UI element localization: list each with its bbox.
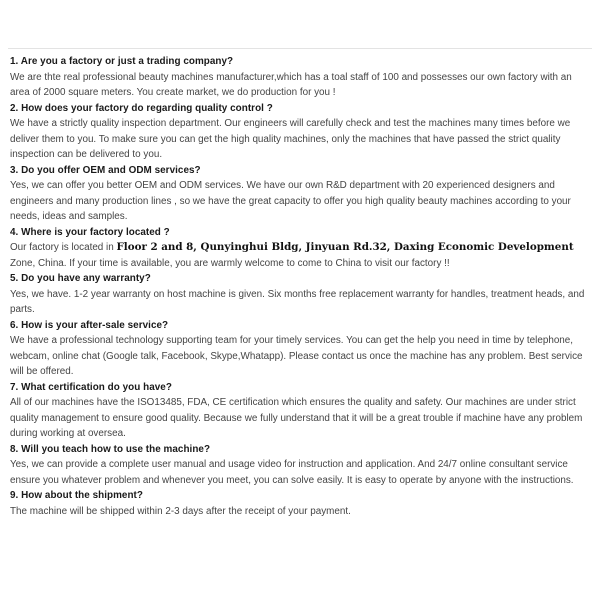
faq-answer-9: [10, 504, 592, 520]
factory-address: Floor 2 and 8, Qunyinghui Bldg, Jinyuan Rd.32, Daxing Economic Development: [116, 241, 574, 253]
faq-answer-7-text: All of our machines have the ISO13485, FDA, CE certification which ensures the quality and safety. Our machines are under strict quality management to ensure good quality. Because we fully understand that it will be a great trouble if machine have any problem during working at oversea.: [10, 397, 583, 439]
faq-answer-8: [10, 457, 592, 488]
answer-4-suffix: Zone, China. If your time is available, you are warmly welcome to come to China to visit our factory !!: [10, 257, 450, 269]
faq-answer-3-text: Yes, we can offer you better OEM and ODM services. We have our own R&D department with 20 experienced designers and engineers and many production lines , so we have the great capacity to offer you high quality beauty machines according to your needs, ideas and samples.: [10, 180, 571, 222]
faq-answer-6: [10, 333, 592, 380]
faq-answer-8-text: Yes, we can provide a complete user manual and usage video for instruction and application. And 24/7 online consultant service ensure you whatever problem and whenever you meet, you can solve easily. It is easy to operate by anyone with the instructions.: [10, 459, 574, 486]
faq-answer-5-text: Yes, we have. 1-2 year warranty on host machine is given. Six months free replacement warranty for handles, treatment heads, and parts.: [10, 288, 585, 315]
faq-answer-2: [10, 116, 592, 163]
faq-question-4: 4. Where is your factory located ?: [10, 226, 170, 238]
faq-answer-5: [10, 287, 592, 318]
faq-answer-4-text: [10, 240, 592, 271]
faq-question-8: 8. Will you teach how to use the machine?: [10, 443, 211, 455]
faq-question-7: 7. What certification do you have?: [10, 381, 172, 393]
faq-answer-1-text: We are thte real professional beauty machines manufacturer,which has a toal staff of 100 and possesses our own factory with an area of 2000 square meters. You create market, we do production for you !: [10, 71, 572, 98]
faq-list: [10, 54, 592, 519]
faq-question-6: 6. How is your after-sale service?: [10, 319, 169, 331]
faq-answer-3: [10, 178, 592, 225]
faq-answer-1: [10, 70, 592, 101]
faq-question-9: 9. How about the shipment?: [10, 490, 143, 501]
faq-question-2: 2. How does your factory do regarding quality control ?: [10, 102, 273, 114]
faq-answer-7: [10, 395, 592, 442]
top-divider: [8, 48, 592, 49]
faq-answer-6-text: We have a professional technology supporting team for your timely services. You can get the help you need in time by telephone, webcam, online chat (Google talk, Facebook, Skype,Whatapp). Please contact us once the machine has any problem. Best service will be offered.: [10, 335, 583, 377]
faq-answer-9-text: The machine will be shipped within 2-3 days after the receipt of your payment.: [10, 505, 351, 517]
faq-question-5: 5. Do you have any warranty?: [10, 273, 151, 284]
faq-question-3: 3. Do you offer OEM and ODM services?: [10, 164, 201, 176]
answer-4-prefix: Our factory is located in: [10, 242, 117, 253]
faq-answer-4: [10, 240, 592, 271]
faq-question-1: 1. Are you a factory or just a trading company?: [10, 56, 234, 67]
faq-answer-2-text: We have a strictly quality inspection department. Our engineers will carefully check and test the machines many times before we deliver them to you. To make sure you can get the high quality machines, only the machines that have passed the strict quality inspection can be delivered to you.: [10, 118, 571, 160]
